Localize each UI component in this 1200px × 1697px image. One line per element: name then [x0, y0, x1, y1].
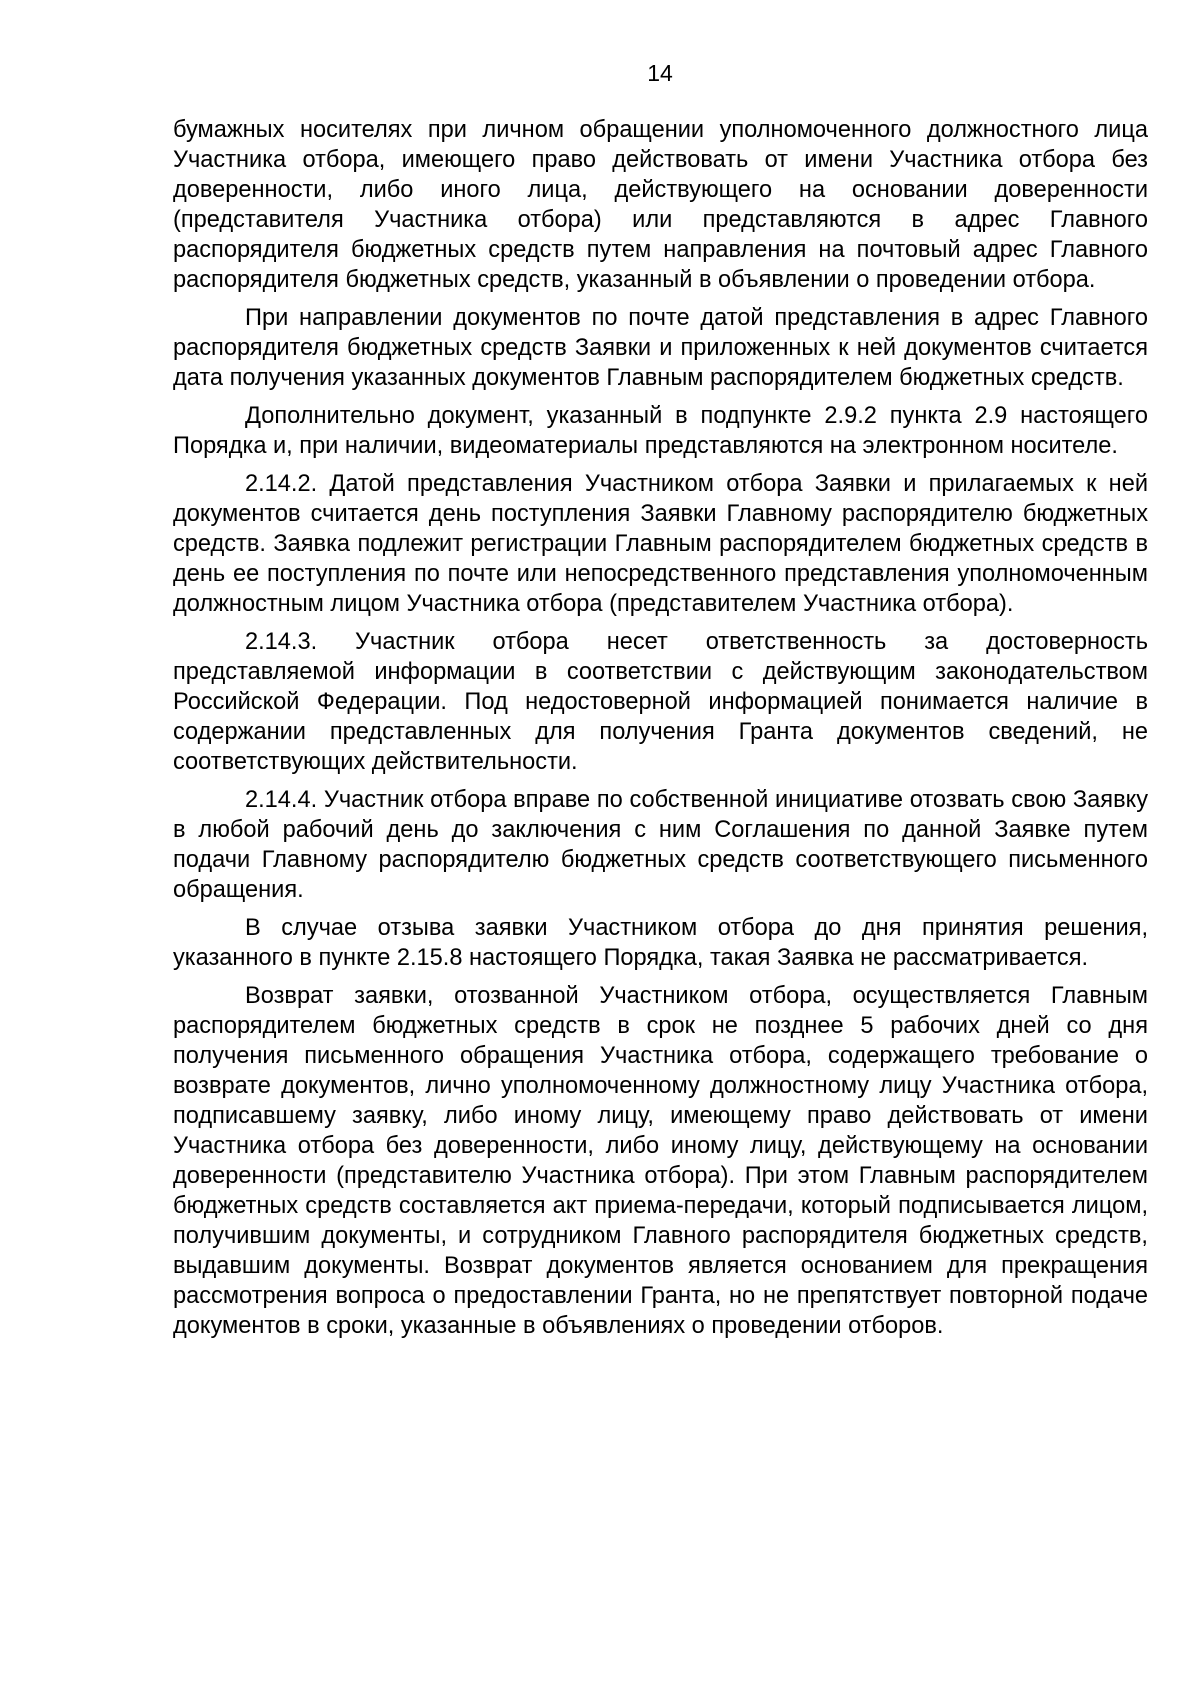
paragraph-postal-submission: При направлении документов по почте датой представления в адрес Главного распорядителя бюджетных средств Заявки и приложенных к ней документов считается дата получения указанных документов Главным распорядителем бюджетных средств. — [173, 305, 1148, 391]
paragraph-2-14-2: 2.14.2. Датой представления Участником отбора Заявки и прилагаемых к ней документов считается день поступления Заявки Главному распорядителю бюджетных средств. Заявка подлежит регистрации Главным распорядителем бюджетных средств в день ее поступления по почте или непосредственного представления уполномоченным должностным лицом Участника отбора (представителем Участника отбора). — [173, 471, 1148, 617]
document-body — [173, 115, 1148, 1349]
paragraph-2-14-4: 2.14.4. Участник отбора вправе по собственной инициативе отозвать свою Заявку в любой рабочий день до заключения с ним Соглашения по данной Заявке путем подачи Главному распорядителю бюджетных средств соответствующего письменного обращения. — [173, 787, 1148, 903]
paragraph-electronic-media: Дополнительно документ, указанный в подпункте 2.9.2 пункта 2.9 настоящего Порядка и, при наличии, видеоматериалы представляются на электронном носителе. — [173, 403, 1148, 459]
paragraph-return-of-application: Возврат заявки, отозванной Участником отбора, осуществляется Главным распорядителем бюджетных средств в срок не позднее 5 рабочих дней со дня получения письменного обращения Участника отбора, содержащего требование о возврате документов, лично уполномоченному должностному лицу Участника отбора, подписавшему заявку, либо иному лицу, имеющему право действовать от имени Участника отбора без доверенности, либо иному лицу, действующему на основании доверенности (представителю Участника отбора). При этом Главным распорядителем бюджетных средств составляется акт приема-передачи, который подписывается лицом, получившим документы, и сотрудником Главного распорядителя бюджетных средств, выдавшим документы. Возврат документов является основанием для прекращения рассмотрения вопроса о предоставлении Гранта, но не препятствует повторной подаче документов в сроки, указанные в объявлениях о проведении отборов. — [173, 983, 1148, 1339]
paragraph-withdrawal: В случае отзыва заявки Участником отбора до дня принятия решения, указанного в пункте 2.15.8 настоящего Порядка, такая Заявка не рассматривается. — [173, 915, 1148, 971]
page-number: 14 — [647, 60, 673, 86]
paragraph-2-14-3: 2.14.3. Участник отбора несет ответственность за достоверность представляемой информации в соответствии с действующим законодательством Российской Федерации. Под недостоверной информацией понимается наличие в содержании представленных для получения Гранта документов сведений, не соответствующих действительности. — [173, 629, 1148, 775]
paragraph-continuation: бумажных носителях при личном обращении уполномоченного должностного лица Участника отбора, имеющего право действовать от имени Участника отбора без доверенности, либо иного лица, действующего на основании доверенности (представителя Участника отбора) или представляются в адрес Главного распорядителя бюджетных средств путем направления на почтовый адрес Главного распорядителя бюджетных средств, указанный в объявлении о проведении отбора. — [173, 117, 1148, 293]
